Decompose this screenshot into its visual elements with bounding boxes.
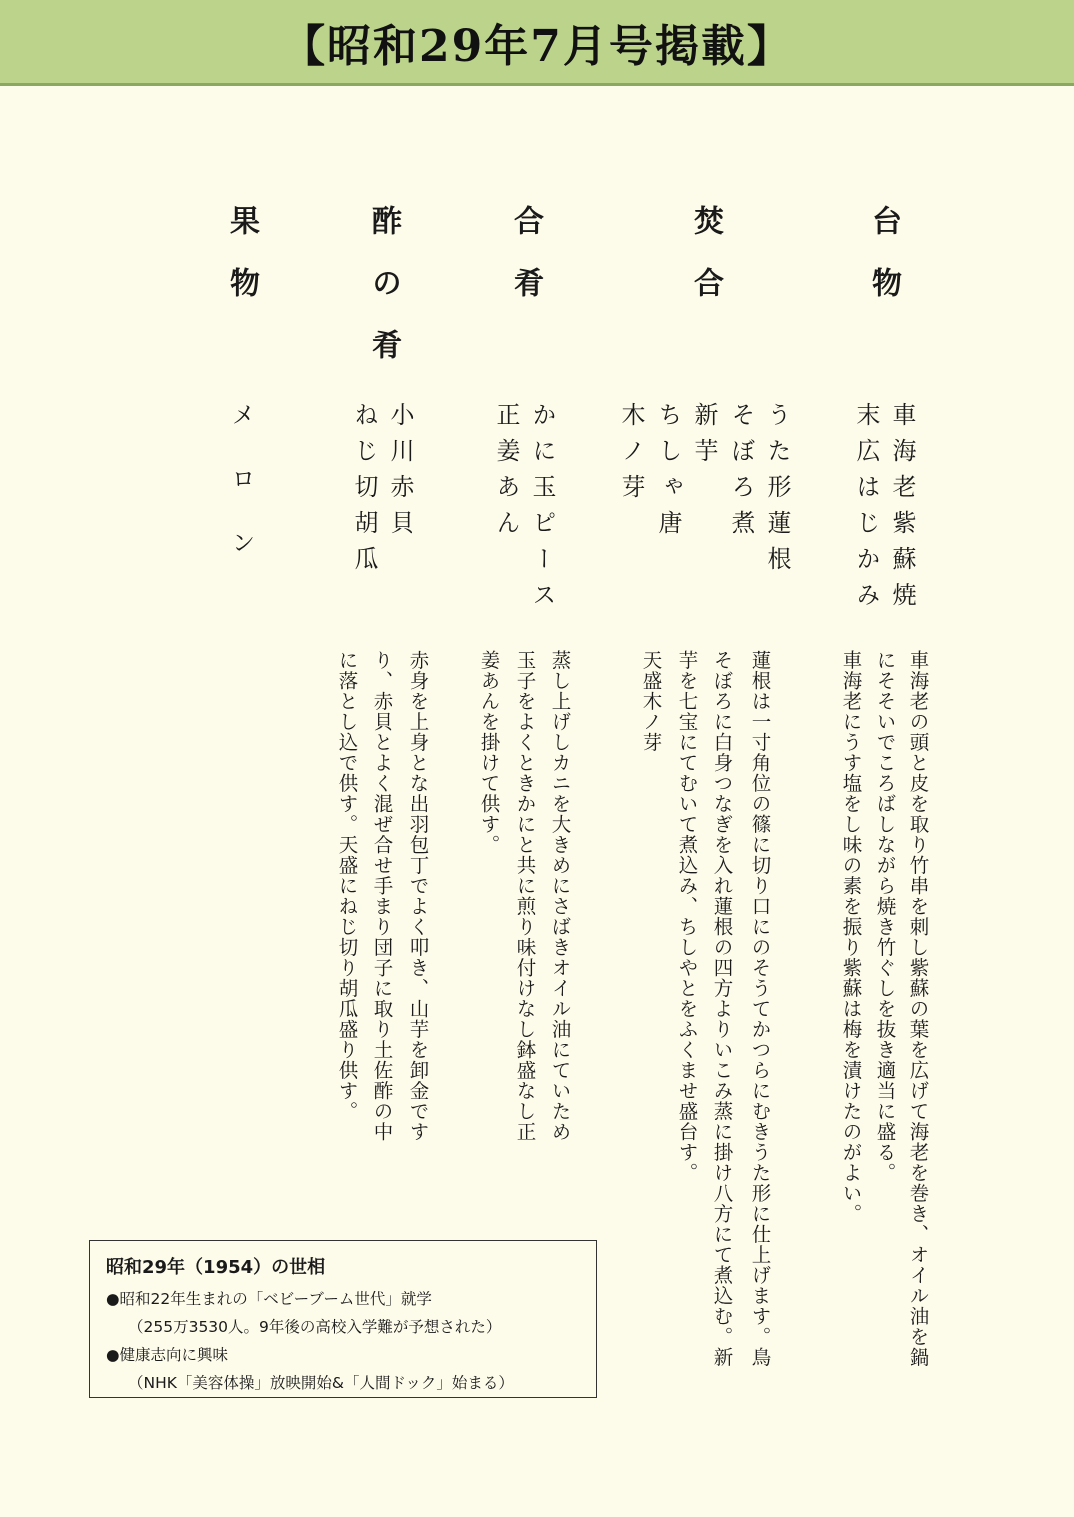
description-line: にそそいでころばしながら焼き竹ぐしを抜き適当に盛る。 (873, 650, 897, 1183)
course-title: 台物 (866, 205, 901, 329)
description-line: 蓮根は一寸角位の篠に切り口にのそうてかつらにむきうた形に仕上げます。鳥 (748, 650, 772, 1368)
description-line: 車海老の頭と皮を取り竹串を刺し紫蘇の葉を広げて海老を巻き、オイル油を鍋 (906, 650, 930, 1368)
course-title: 酢の肴 (366, 205, 401, 391)
description-line: 赤身を上身とな出羽包丁でよく叩き、山芋を卸金です (406, 650, 430, 1142)
dish-name: 木ノ芽 (617, 402, 645, 510)
description-line: 芋を七宝にてむいて煮込み、ちしやとをふくませ盛台す。 (675, 650, 699, 1183)
dish-name: 新芋 (690, 402, 718, 474)
info-line: （NHK「美容体操」放映開始&「人間ドック」始まる） (128, 1374, 514, 1392)
info-line: ●健康志向に興味 (106, 1346, 229, 1364)
info-line: ●昭和22年生まれの「ベビーブーム世代」就学 (106, 1290, 432, 1308)
description-line: 蒸し上げしカニを大きめにさばきオイル油にていため (548, 650, 572, 1142)
description-line: そぼろに白身つなぎを入れ蓮根の四方よりいこみ蒸に掛け八方にて煮込む。新 (710, 650, 734, 1368)
dish-name: ねじ切胡瓜 (350, 402, 378, 582)
description-line: 玉子をよくときかにと共に煎り味付けなし鉢盛なし正 (513, 650, 537, 1142)
dish-name: メロン (227, 402, 255, 594)
description-line: り、赤貝とよく混ぜ合せ手まり団子に取り土佐酢の中 (370, 650, 394, 1142)
info-line: （255万3530人。9年後の高校入学難が予想された） (128, 1318, 502, 1336)
dish-name: 正姜あん (492, 402, 520, 546)
page-title: 【昭和29年7月号掲載】 (281, 20, 793, 72)
description-line: に落とし込で供す。天盛にねじ切り胡瓜盛り供す。 (335, 650, 359, 1122)
dish-name: うた形蓮根 (763, 402, 791, 582)
dish-name: 小川赤貝 (386, 402, 414, 546)
dish-name: そぼろ煮 (727, 402, 755, 546)
course-title: 合肴 (508, 205, 543, 329)
dish-name: 車海老紫蘇焼 (888, 402, 916, 618)
description-line: 天盛木ノ芽 (639, 650, 663, 753)
dish-name: 末広はじかみ (852, 402, 880, 618)
description-line: 車海老にうす塩をし味の素を振り紫蘇は梅を漬けたのがよい。 (839, 650, 863, 1224)
header-banner (0, 0, 1074, 86)
era-info-box (89, 1240, 597, 1398)
course-title: 焚合 (688, 205, 723, 329)
dish-name: ちしゃ唐 (654, 402, 682, 546)
description-line: 姜あんを掛けて供す。 (477, 650, 501, 855)
course-title: 果物 (224, 205, 259, 329)
info-title: 昭和29年（1954）の世相 (106, 1257, 326, 1278)
dish-name: かに玉ピース (528, 402, 556, 618)
